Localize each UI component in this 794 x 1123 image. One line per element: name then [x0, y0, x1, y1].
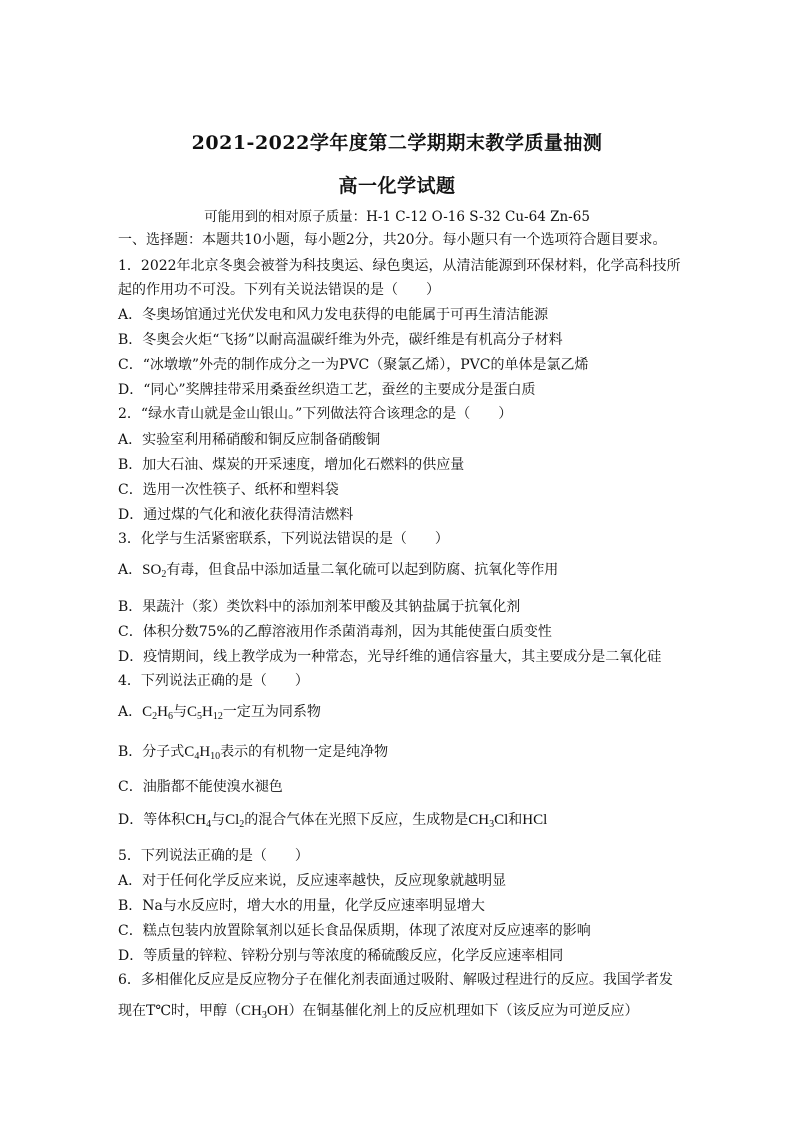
q1-option-b: B．冬奥会火炬“飞扬”以耐高温碳纤维为外壳，碳纤维是有机高分子材料 — [118, 332, 563, 348]
q2-stem: 2．“绿水青山就是金山银山。”下列做法符合该理念的是（ ） — [118, 406, 513, 422]
formula-so2: $SO_2$ — [142, 562, 167, 580]
formula-cl2: $Cl_2$ — [225, 812, 245, 830]
q2-option-c: C．选用一次性筷子、纸杯和塑料袋 — [118, 482, 339, 498]
exam-title: 2021-2022学年度第二学期期末教学质量抽测 — [191, 132, 603, 154]
q4-option-a: A．$C_2H_6$与$C_5H_{12}$一定互为同系物 — [118, 704, 321, 722]
formula-c4h10: $C_4H_{10}$ — [184, 744, 221, 762]
q5-stem: 5．下列说法正确的是（ ） — [118, 848, 309, 864]
q1-stem-line1: 1．2022年北京冬奥会被誉为科技奥运、绿色奥运，从清洁能源到环保材料，化学高科技所 — [118, 258, 681, 274]
q6-stem-line1: 6．多相催化反应是反应物分子在催化剂表面通过吸附、解吸过程进行的反应。我国学者发 — [118, 972, 673, 988]
q6-stem-line2: 现在T℃时，甲醇$(CH_3OH)$在铜基催化剂上的反应机理如下（该反应为可逆反应） — [118, 1003, 639, 1021]
q4-option-b: B．分子式$C_4H_{10}$表示的有机物一定是纯净物 — [118, 744, 389, 762]
formula-hcl: HCl — [522, 812, 548, 828]
q4-option-c: C．油脂都不能使溴水褪色 — [118, 779, 283, 795]
q3-stem: 3．化学与生活紧密联系，下列说法错误的是（ ） — [118, 531, 449, 547]
q3-option-a: A．$SO_2$有毒，但食品中添加适量二氧化硫可以起到防腐、抗氧化等作用 — [118, 562, 559, 580]
q2-option-a: A．实验室利用稀硝酸和铜反应制备硝酸铜 — [118, 432, 381, 448]
q5-option-d: D．等质量的锌粒、锌粉分别与等浓度的稀硫酸反应，化学反应速率相同 — [118, 948, 564, 964]
exam-subtitle: 高一化学试题 — [338, 175, 456, 197]
q5-option-a: A．对于任何化学反应来说，反应速率越快，反应现象就越明显 — [118, 873, 507, 889]
q1-stem-line2: 起的作用功不可没。下列有关说法错误的是（ ） — [118, 282, 440, 298]
q1-option-d: D．“同心”奖牌挂带采用桑蚕丝织造工艺，蚕丝的主要成分是蛋白质 — [118, 382, 536, 398]
q4-option-d: D．等体积$CH_4$与$Cl_2$的混合气体在光照下反应，生成物是$CH_3Cl$和HCl — [118, 812, 548, 830]
q1-option-a: A．冬奥场馆通过光伏发电和风力发电获得的电能属于可再生清洁能源 — [118, 307, 549, 323]
formula-c2h6: $C_2H_6$ — [142, 704, 173, 722]
formula-c5h12: $C_5H_{12}$ — [186, 704, 223, 722]
formula-ch3cl: $CH_3Cl$ — [468, 812, 509, 830]
option-label: A． — [118, 562, 143, 578]
q4-stem: 4．下列说法正确的是（ ） — [118, 673, 309, 689]
q3-option-b: B．果蔬汁（浆）类饮料中的添加剂苯甲酸及其钠盐属于抗氧化剂 — [118, 599, 521, 615]
q2-option-d: D．通过煤的气化和液化获得清洁燃料 — [118, 507, 354, 523]
q3-option-c: C．体积分数75%的乙醇溶液用作杀菌消毒剂，因为其能使蛋白质变性 — [118, 624, 552, 640]
q3-option-d: D．疫情期间，线上教学成为一种常态，光导纤维的通信容量大，其主要成分是二氧化硅 — [118, 649, 662, 665]
formula-ch3oh: $CH_3OH$ — [241, 1003, 289, 1021]
q5-option-b: B．Na与水反应时，增大水的用量，化学反应速率明显增大 — [118, 898, 485, 914]
atomic-masses: 可能用到的相对原子质量：H-1 C-12 O-16 S-32 Cu-64 Zn-65 — [204, 209, 590, 225]
q5-option-c: C．糕点包装内放置除氧剂以延长食品保质期，体现了浓度对反应速率的影响 — [118, 923, 591, 939]
section-heading: 一、选择题：本题共10小题，每小题2分，共20分。每小题只有一个选项符合题目要求。 — [118, 232, 667, 248]
q2-option-b: B．加大石油、煤炭的开采速度，增加化石燃料的供应量 — [118, 457, 465, 473]
formula-ch4: $CH_4$ — [185, 812, 212, 830]
q1-option-c: C．“冰墩墩”外壳的制作成分之一为PVC（聚氯乙烯），PVC的单体是氯乙烯 — [118, 357, 589, 373]
